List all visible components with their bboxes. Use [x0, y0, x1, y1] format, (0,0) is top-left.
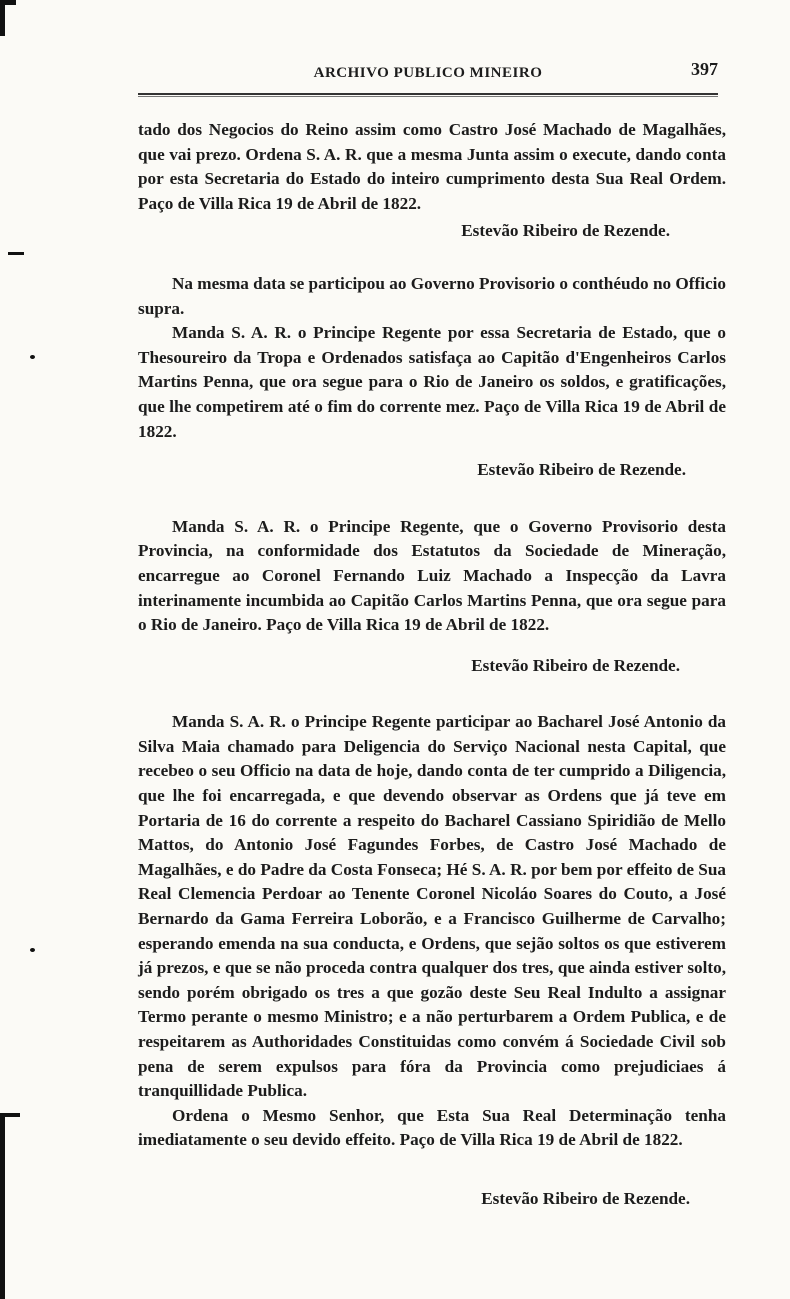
scan-speck [30, 355, 35, 359]
running-title: ARCHIVO PUBLICO MINEIRO [313, 65, 543, 81]
paragraph: Ordena o Mesmo Senhor, que Esta Sua Real Determinação tenha imediatamente o seu devido effeito. Paço de Villa Rica 19 de Abril de 1822. [138, 1105, 726, 1150]
scan-speck [30, 948, 35, 952]
scan-edge-mark [0, 0, 16, 5]
page-number: 397 [691, 59, 718, 79]
document-body [138, 118, 726, 1212]
scan-edge-mark [0, 1115, 5, 1299]
scan-edge-mark [8, 252, 24, 255]
paragraph: Manda S. A. R. o Principe Regente, que o Governo Provisorio desta Provincia, na conformidade dos Estatutos da Sociedade de Mineração, encarregue ao Coronel Fernando Luiz Machado a Inspecção da Lavra interinamente incumbida ao Capitão Carlos Martins Penna, que ora segue para o Rio de Janeiro. Paço de Villa Rica 19 de Abril de 1822. [138, 516, 726, 635]
scan-edge-mark [0, 0, 5, 36]
paragraph: Manda S. A. R. o Principe Regente por essa Secretaria de Estado, que o Thesoureiro da Tropa e Ordenados satisfaça ao Capitão d'Engenheiros Carlos Martins Penna, que ora segue para o Rio de Janeiro os soldos, e gratificações, que lhe competirem até o fim do corrente mez. Paço de Villa Rica 19 de Abril de 1822. [138, 323, 726, 441]
header-rule [138, 93, 718, 97]
signature: Estevão Ribeiro de Rezende. [477, 460, 686, 480]
paragraph: Na mesma data se participou ao Governo Provisorio o conthéudo no Officio supra. [138, 273, 726, 318]
signature: Estevão Ribeiro de Rezende. [481, 1188, 690, 1208]
page-header [138, 57, 718, 97]
signature: Estevão Ribeiro de Rezende. [471, 655, 680, 675]
paragraph: Manda S. A. R. o Principe Regente participar ao Bacharel José Antonio da Silva Maia chamado para Deligencia do Serviço Nacional nesta Capital, que recebeo o seu Officio na data de hoje, dando conta de ter cumprido a Diligencia, que lhe foi encarregada, e que devendo observar as Ordens que já teve em Portaria de 16 do corrente a respeito do Bacharel Cassiano Spiridião de Mello Mattos, do Antonio José Fagundes Forbes, de Castro José Machado de Magalhães, e do Padre da Costa Fonseca; Hé S. A. R. por bem por effeito de Sua Real Clemencia Perdoar ao Tenente Coronel Nicoláo Soares do Couto, a José Bernardo da Gama Ferreira Loborão, e a Francisco Guilherme de Carvalho; esperando emenda na sua conducta, e Ordens, que sejão soltos os que estiverem já prezos, e que se não proceda contra qualquer dos tres, que ainda estiver solto, sendo porém obrigado os tres a que gozão deste Seu Real Indulto a assignar Termo perante o mesmo Ministro; e a não perturbarem a Ordem Publica, e de respeitarem as Authoridades Constituidas como convém á Sociedade Civil sob pena de serem expulsos para fóra da Provincia como prejudiciaes á tranquillidade Publica. [138, 712, 726, 1101]
paragraph-continuation: tado dos Negocios do Reino assim como Castro José Machado de Magalhães, que vai prezo. Ordena S. A. R. que a mesma Junta assim o execute, dando conta por esta Secretaria do Estado do inteiro cumprimento desta Sua Real Ordem. Paço de Villa Rica 19 de Abril de 1822. [138, 120, 726, 213]
signature: Estevão Ribeiro de Rezende. [461, 221, 670, 241]
